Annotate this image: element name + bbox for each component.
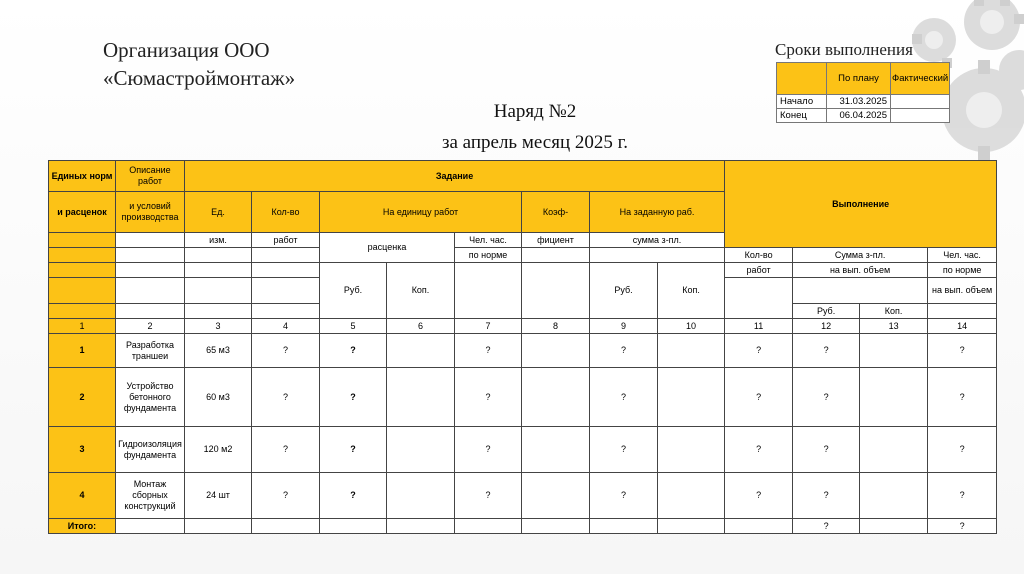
header-done-quantity-1: Кол-во	[725, 248, 793, 263]
column-number: 2	[116, 319, 185, 334]
deadlines-header-plan: По плану	[827, 63, 891, 95]
row-done-kop	[860, 334, 928, 368]
total-done-hours: ?	[928, 519, 997, 534]
row-quantity: ?	[252, 334, 320, 368]
row-salary-rub: ?	[590, 427, 658, 473]
row-unit: 60 м3	[185, 368, 252, 427]
work-order-table	[48, 160, 997, 534]
row-rate-rub: ?	[320, 427, 387, 473]
header-cell	[116, 304, 185, 319]
order-period: за апрель месяц 2025 г.	[441, 132, 629, 153]
column-number: 3	[185, 319, 252, 334]
header-cell	[116, 233, 185, 248]
header-description-1: Описание работ	[116, 161, 185, 192]
header-cell	[928, 304, 997, 319]
column-number: 12	[793, 319, 860, 334]
row-rate-kop	[387, 368, 455, 427]
header-execution: Выполнение	[725, 161, 997, 248]
header-done-rub: Руб.	[793, 304, 860, 319]
header-done-kop: Коп.	[860, 304, 928, 319]
header-salary-rub: Руб.	[590, 263, 658, 319]
row-description: Устройство бетонного фундамента	[116, 368, 185, 427]
column-number: 4	[252, 319, 320, 334]
row-salary-kop	[658, 334, 725, 368]
row-done-rub: ?	[793, 368, 860, 427]
row-done-rub: ?	[793, 473, 860, 519]
header-done-hours-2: по норме	[928, 263, 997, 278]
header-hours-1: Чел. час.	[455, 233, 522, 248]
row-hours: ?	[455, 368, 522, 427]
deadlines-header-empty	[777, 63, 827, 95]
row-rate-kop	[387, 334, 455, 368]
row-unit: 24 шт	[185, 473, 252, 519]
header-cell	[49, 278, 116, 304]
header-cell	[116, 278, 185, 304]
header-rate: расценка	[320, 233, 455, 263]
row-done-kop	[860, 368, 928, 427]
deadlines-end-label: Конец	[777, 109, 827, 123]
column-number: 13	[860, 319, 928, 334]
header-cell	[522, 263, 590, 319]
header-cell	[455, 263, 522, 319]
header-norms-2: и расценок	[49, 192, 116, 233]
deadlines-start-label: Начало	[777, 95, 827, 109]
header-cell	[252, 248, 320, 263]
row-done-hours: ?	[928, 473, 997, 519]
deadlines-start-actual	[891, 95, 950, 109]
deadlines-table	[776, 62, 950, 123]
header-cell	[793, 278, 928, 304]
row-hours: ?	[455, 473, 522, 519]
row-number: 4	[49, 473, 116, 519]
header-cell	[185, 304, 252, 319]
table-row	[49, 427, 997, 473]
row-rate-kop	[387, 427, 455, 473]
deadlines-start-plan: 31.03.2025	[827, 95, 891, 109]
column-number: 14	[928, 319, 997, 334]
total-cell	[658, 519, 725, 534]
header-done-hours-3: на вып. объем	[928, 278, 997, 304]
row-done-hours: ?	[928, 368, 997, 427]
total-cell	[387, 519, 455, 534]
total-row	[49, 519, 997, 534]
row-done-hours: ?	[928, 427, 997, 473]
row-salary-kop	[658, 427, 725, 473]
column-number: 8	[522, 319, 590, 334]
row-number: 1	[49, 334, 116, 368]
table-row	[49, 473, 997, 519]
column-number: 7	[455, 319, 522, 334]
total-label: Итого:	[49, 519, 116, 534]
row-unit: 65 м3	[185, 334, 252, 368]
header-cell	[49, 304, 116, 319]
header-cell	[725, 278, 793, 319]
header-coefficient-2: фициент	[522, 233, 590, 248]
header-quantity-1: Кол-во	[252, 192, 320, 233]
header-quantity-2: работ	[252, 233, 320, 248]
row-salary-rub: ?	[590, 368, 658, 427]
header-description-2: и условий производства	[116, 192, 185, 233]
header-cell	[185, 248, 252, 263]
row-done-kop	[860, 427, 928, 473]
column-number: 6	[387, 319, 455, 334]
header-task: Задание	[185, 161, 725, 192]
column-number: 1	[49, 319, 116, 334]
header-cell	[590, 248, 725, 263]
row-salary-kop	[658, 368, 725, 427]
total-cell	[116, 519, 185, 534]
header-cell	[185, 278, 252, 304]
total-cell	[522, 519, 590, 534]
table-row	[49, 368, 997, 427]
row-done-hours: ?	[928, 334, 997, 368]
total-cell	[185, 519, 252, 534]
row-hours: ?	[455, 427, 522, 473]
row-description: Гидроизоляция фундамента	[116, 427, 185, 473]
header-given-work: На заданную раб.	[590, 192, 725, 233]
total-cell	[455, 519, 522, 534]
header-cell	[252, 278, 320, 304]
header-rate-kop: Коп.	[387, 263, 455, 319]
column-number: 9	[590, 319, 658, 334]
row-rate-kop	[387, 473, 455, 519]
header-done-quantity-2: работ	[725, 263, 793, 278]
row-rate-rub: ?	[320, 334, 387, 368]
header-unit-1: Ед.	[185, 192, 252, 233]
header-done-sum-2: на вып. объем	[793, 263, 928, 278]
deadlines-end-actual	[891, 109, 950, 123]
row-done-rub: ?	[793, 334, 860, 368]
header-cell	[116, 248, 185, 263]
row-done-quantity: ?	[725, 368, 793, 427]
header-unit-2: изм.	[185, 233, 252, 248]
organization-title	[103, 36, 295, 92]
organization-line-2: «Сюмастроймонтаж»	[103, 66, 296, 90]
row-number: 3	[49, 427, 116, 473]
row-coefficient	[522, 473, 590, 519]
total-cell	[860, 519, 928, 534]
total-cell	[590, 519, 658, 534]
header-cell	[49, 263, 116, 278]
row-done-rub: ?	[793, 427, 860, 473]
header-coefficient-1: Коэф-	[522, 192, 590, 233]
total-cell	[725, 519, 793, 534]
header-cell	[116, 263, 185, 278]
total-cell	[320, 519, 387, 534]
total-done-rub: ?	[793, 519, 860, 534]
deadlines-end-plan: 06.04.2025	[827, 109, 891, 123]
row-done-quantity: ?	[725, 473, 793, 519]
header-cell	[185, 263, 252, 278]
header-norms-1: Единых норм	[49, 161, 116, 192]
row-number: 2	[49, 368, 116, 427]
row-done-quantity: ?	[725, 334, 793, 368]
deadlines-header-actual: Фактический	[891, 63, 950, 95]
row-hours: ?	[455, 334, 522, 368]
row-rate-rub: ?	[320, 368, 387, 427]
order-number: Наряд №2	[493, 101, 577, 122]
column-number: 11	[725, 319, 793, 334]
row-done-kop	[860, 473, 928, 519]
header-cell	[252, 304, 320, 319]
header-done-sum-1: Сумма з-пл.	[793, 248, 928, 263]
column-number: 10	[658, 319, 725, 334]
row-coefficient	[522, 427, 590, 473]
row-done-quantity: ?	[725, 427, 793, 473]
row-salary-rub: ?	[590, 473, 658, 519]
row-coefficient	[522, 368, 590, 427]
row-description: Монтаж сборных конструкций	[116, 473, 185, 519]
row-salary-kop	[658, 473, 725, 519]
organization-line-1: Организация ООО	[103, 38, 270, 62]
header-salary-kop: Коп.	[658, 263, 725, 319]
header-cell	[49, 248, 116, 263]
column-number: 5	[320, 319, 387, 334]
order-title	[400, 96, 670, 158]
row-quantity: ?	[252, 473, 320, 519]
row-coefficient	[522, 334, 590, 368]
header-hours-2: по норме	[455, 248, 522, 263]
total-cell	[252, 519, 320, 534]
header-salary-sum: сумма з-пл.	[590, 233, 725, 248]
row-quantity: ?	[252, 427, 320, 473]
row-rate-rub: ?	[320, 473, 387, 519]
header-per-unit: На единицу работ	[320, 192, 522, 233]
row-description: Разработка траншеи	[116, 334, 185, 368]
header-cell	[252, 263, 320, 278]
deadlines-title: Сроки выполнения	[775, 40, 913, 59]
row-unit: 120 м2	[185, 427, 252, 473]
header-rate-rub: Руб.	[320, 263, 387, 319]
table-row	[49, 334, 997, 368]
header-cell	[522, 248, 590, 263]
header-done-hours-1: Чел. час.	[928, 248, 997, 263]
header-cell	[49, 233, 116, 248]
row-salary-rub: ?	[590, 334, 658, 368]
row-quantity: ?	[252, 368, 320, 427]
